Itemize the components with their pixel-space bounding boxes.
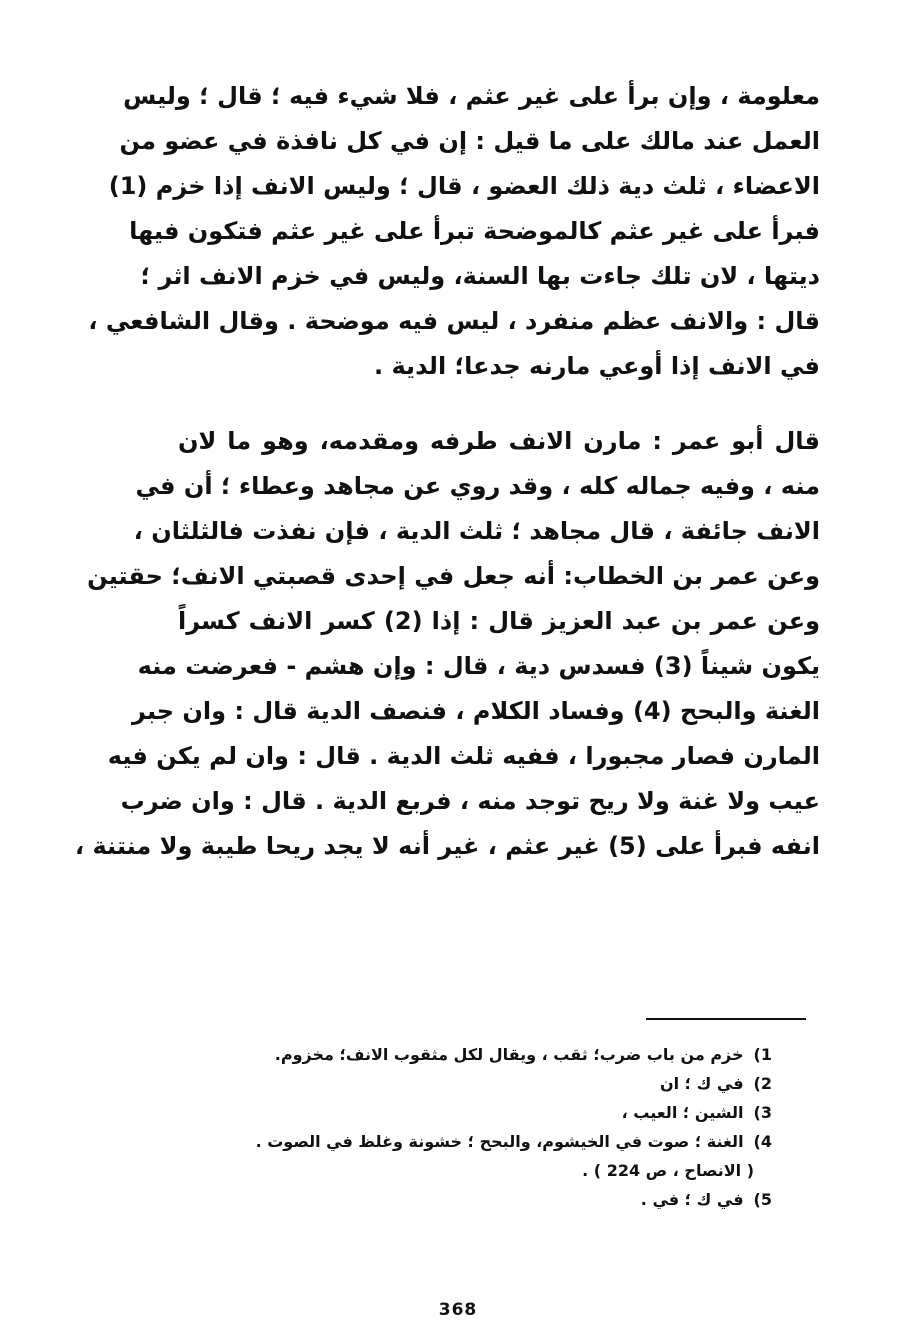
footnote-item bbox=[160, 1040, 772, 1069]
footnote-continuation bbox=[160, 1156, 772, 1185]
text-line: وعن عمر بن الخطاب: أنه جعل في إحدى قصبتي الانف؛ حقتين bbox=[87, 562, 820, 590]
text-line: في الانف إذا أوعي مارنه جدعا؛ الدية . bbox=[374, 352, 820, 380]
footnote-item bbox=[160, 1185, 772, 1214]
text-line: الانف جائفة ، قال مجاهد ؛ ثلث الدية ، فإن نفذت فالثلثان ، bbox=[133, 517, 820, 545]
text-line: الاعضاء ، ثلث دية ذلك العضو ، قال ؛ وليس الانف إذا خزم (1) bbox=[108, 172, 820, 200]
footnote-text: في ك ؛ في . bbox=[640, 1190, 744, 1209]
footnote-number: 3) bbox=[753, 1103, 772, 1122]
footnote-divider bbox=[646, 1018, 806, 1020]
footnote-text: ( الانصاح ، ص 224 ) . bbox=[582, 1161, 754, 1180]
footnote-item bbox=[160, 1127, 772, 1156]
footnote-text: الغنة ؛ صوت في الخيشوم، والبحح ؛ خشونة وغلظ في الصوت . bbox=[255, 1132, 744, 1151]
text-line: منه ، وفيه جماله كله ، وقد روي عن مجاهد وعطاء ؛ أن في bbox=[135, 472, 820, 500]
footnote-text: الشين ؛ العيب ، bbox=[621, 1103, 744, 1122]
text-line: قال : والانف عظم منفرد ، ليس فيه موضحة . وقال الشافعي ، bbox=[88, 307, 820, 335]
text-line: انفه فبرأ على (5) غير عثم ، غير أنه لا يجد ريحا طيبة ولا منتنة ، bbox=[75, 832, 820, 860]
footnote-text: في ك ؛ ان bbox=[659, 1074, 744, 1093]
main-text bbox=[75, 74, 821, 869]
text-line: قال أبو عمر : مارن الانف طرفه ومقدمه، وهو ما لان bbox=[178, 427, 820, 455]
footnote-number: 5) bbox=[753, 1190, 772, 1209]
text-line: عيب ولا غنة ولا ريح توجد منه ، فربع الدية . قال : وان ضرب bbox=[120, 787, 820, 815]
text-line: وعن عمر بن عبد العزيز قال : إذا (2) كسر الانف كسراً bbox=[178, 607, 821, 635]
footnote-item bbox=[160, 1069, 772, 1098]
text-line: الغنة والبحح (4) وفساد الكلام ، فنصف الدية قال : وان جبر bbox=[132, 697, 820, 725]
footnotes bbox=[160, 1040, 772, 1214]
text-line: العمل عند مالك على ما قيل : إن في كل نافذة في عضو من bbox=[119, 127, 820, 155]
text-line: معلومة ، وإن برأ على غير عثم ، فلا شيء فيه ؛ قال ؛ وليس bbox=[123, 82, 820, 110]
footnote-number: 1) bbox=[753, 1045, 772, 1064]
footnote-item bbox=[160, 1098, 772, 1127]
text-line: يكون شيناً (3) فسدس دية ، قال : وإن هشم - فعرضت منه bbox=[137, 652, 820, 680]
footnote-text: خزم من باب ضرب؛ ثقب ، ويقال لكل مثقوب الانف؛ مخزوم. bbox=[274, 1045, 744, 1064]
text-line: المارن فصار مجبورا ، ففيه ثلث الدية . قال : وان لم يكن فيه bbox=[107, 742, 820, 770]
text-line: ديتها ، لان تلك جاءت بها السنة، وليس في خزم الانف اثر ؛ bbox=[140, 262, 820, 290]
paragraph-2 bbox=[75, 419, 821, 869]
footnote-number: 4) bbox=[753, 1132, 772, 1151]
footnote-number: 2) bbox=[753, 1074, 772, 1093]
paragraph-1 bbox=[88, 74, 820, 389]
text-line: فبرأ على غير عثم كالموضحة تبرأ على غير عثم فتكون فيها bbox=[129, 217, 820, 245]
page-number: 368 bbox=[438, 1300, 478, 1320]
paragraph-gap bbox=[178, 389, 820, 419]
